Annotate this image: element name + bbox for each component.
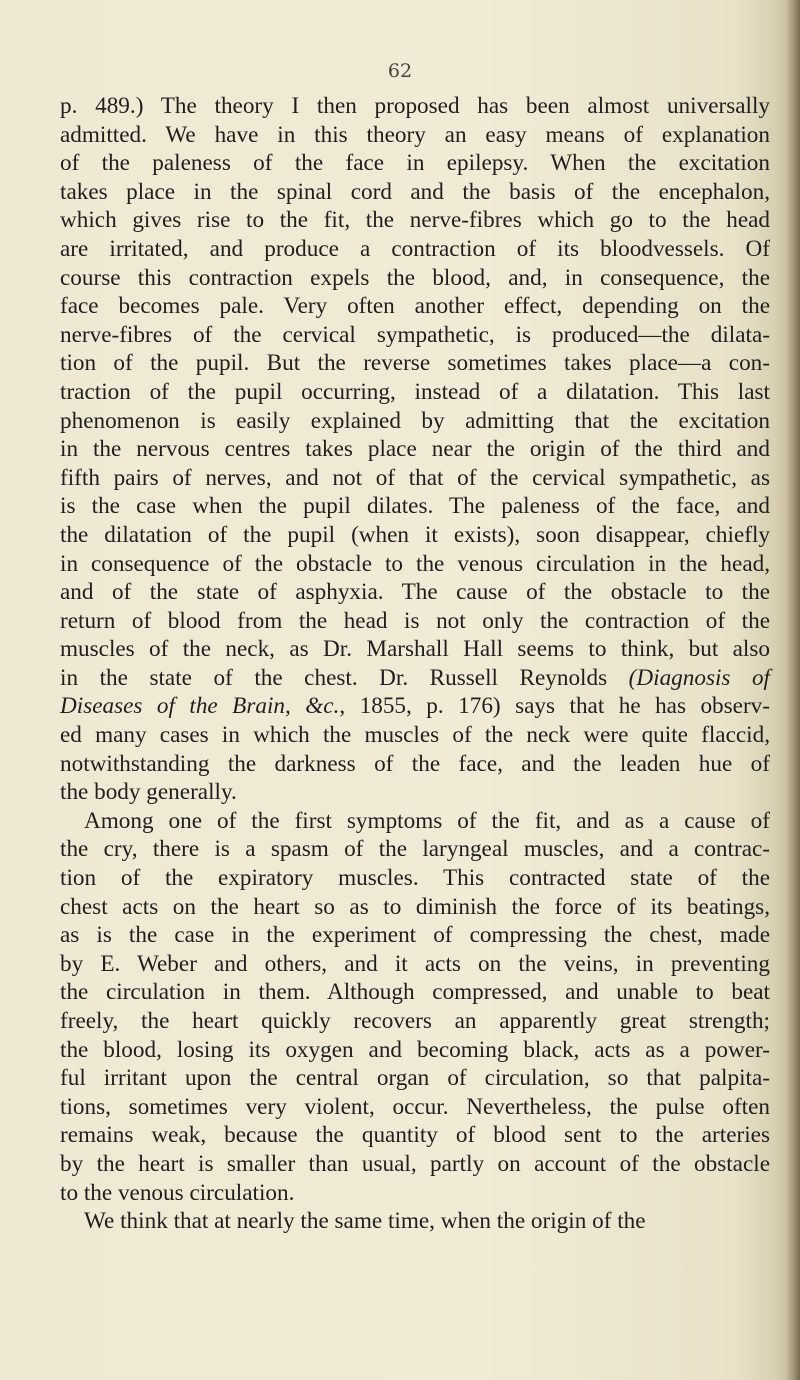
text-line: is the case when the pupil dilates. The paleness of the face, and bbox=[60, 493, 770, 520]
page-number: 62 bbox=[387, 60, 413, 82]
text-line: to the venous circulation. bbox=[60, 1179, 295, 1206]
text-line: tion of the expiratory muscles. This contracted state of the bbox=[60, 865, 770, 892]
text-line-citation bbox=[60, 692, 770, 721]
text-line: the circulation in them. Although compressed, and unable to beat bbox=[60, 979, 770, 1006]
text-line: and of the state of asphyxia. The cause of the obstacle to the bbox=[60, 579, 770, 606]
text-line: freely, the heart quickly recovers an apparently great strength; bbox=[60, 1008, 770, 1034]
citation-title-part1: (Diagnosis of bbox=[628, 664, 771, 691]
text-line: admitted. We have in this theory an easy means of explanation bbox=[60, 121, 770, 148]
paragraph-start: We think that at nearly the same time, when the origin of the bbox=[84, 1208, 646, 1235]
text-line: takes place in the spinal cord and the basis of the encephalon, bbox=[60, 178, 770, 205]
text-line: the cry, there is a spasm of the laryngeal muscles, and a contrac- bbox=[60, 836, 770, 863]
text-line: nerve-fibres of the cervical sympathetic, is produced—the dilata- bbox=[60, 321, 770, 348]
text-line: tions, sometimes very violent, occur. Nevertheless, the pulse often bbox=[60, 1093, 770, 1120]
citation-tail: , 1855, p. 176) says that he has observ- bbox=[339, 693, 770, 720]
text-line: the body generally. bbox=[60, 779, 237, 806]
citation-lead: in the state of the chest. Dr. Russell Reynolds bbox=[60, 664, 629, 691]
text-line: chest acts on the heart so as to diminish the force of its beatings, bbox=[60, 893, 770, 920]
text-line: the blood, losing its oxygen and becoming black, acts as a power- bbox=[60, 1036, 770, 1063]
text-line: course this contraction expels the blood, and, in consequence, the bbox=[60, 264, 770, 291]
page-edge-shadow bbox=[786, 0, 800, 1380]
text-line: by the heart is smaller than usual, partly on account of the obstacle bbox=[60, 1150, 770, 1177]
body-text bbox=[60, 92, 770, 1236]
text-line: in the nervous centres takes place near the origin of the third and bbox=[60, 436, 770, 463]
text-line: tion of the pupil. But the reverse sometimes takes place—a con- bbox=[60, 350, 770, 377]
text-line: which gives rise to the fit, the nerve-fibres which go to the head bbox=[60, 207, 770, 234]
text-line-citation bbox=[60, 664, 770, 693]
text-line: muscles of the neck, as Dr. Marshall Hall seems to think, but also bbox=[60, 636, 770, 663]
text-line: face becomes pale. Very often another effect, depending on the bbox=[60, 293, 770, 320]
text-line: traction of the pupil occurring, instead of a dilatation. This last bbox=[60, 378, 770, 405]
text-line: return of blood from the head is not only the contraction of the bbox=[60, 607, 770, 634]
text-line: as is the case in the experiment of compressing the chest, made bbox=[60, 922, 770, 949]
text-line: p. 489.) The theory I then proposed has been almost universally bbox=[60, 93, 770, 119]
text-line: fifth pairs of nerves, and not of that of the cervical sympathetic, as bbox=[60, 464, 770, 491]
text-line: remains weak, because the quantity of blood sent to the arteries bbox=[60, 1122, 770, 1149]
text-line: ful irritant upon the central organ of circulation, so that palpita- bbox=[60, 1065, 770, 1092]
paragraph-start: Among one of the first symptoms of the fit, and as a cause of bbox=[84, 807, 770, 834]
text-line: phenomenon is easily explained by admitting that the excitation bbox=[60, 407, 770, 434]
text-line: notwithstanding the darkness of the face, and the leaden hue of bbox=[60, 750, 770, 777]
text-line: by E. Weber and others, and it acts on the veins, in preventing bbox=[60, 950, 770, 977]
text-line: of the paleness of the face in epilepsy. When the excitation bbox=[60, 150, 770, 177]
text-line: ed many cases in which the muscles of the neck were quite flaccid, bbox=[60, 722, 770, 749]
citation-title-part2: Diseases of the Brain, &c. bbox=[60, 693, 340, 720]
text-line: the dilatation of the pupil (when it exists), soon disappear, chiefly bbox=[60, 521, 770, 548]
text-line: are irritated, and produce a contraction of its bloodvessels. Of bbox=[60, 235, 770, 262]
text-line: in consequence of the obstacle to the venous circulation in the head, bbox=[60, 550, 770, 577]
